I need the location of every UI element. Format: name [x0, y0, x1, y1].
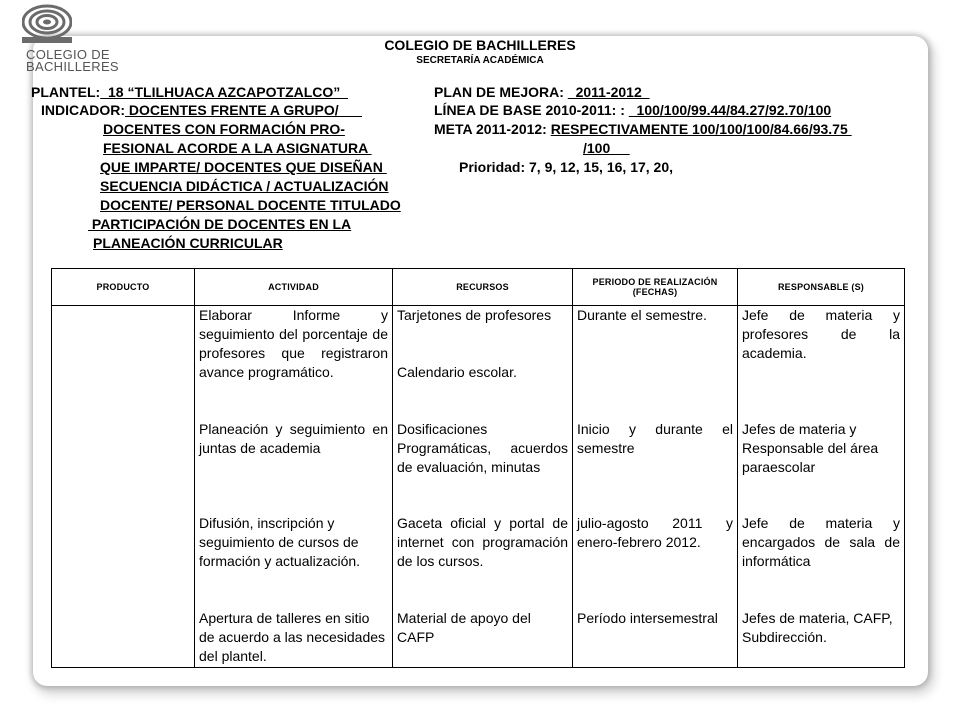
header-periodo: PERIODO DE REALIZACIÓN (FECHAS): [573, 269, 738, 306]
recursos-cell: [393, 306, 573, 668]
plan-label: PLAN DE MEJORA:: [434, 84, 564, 100]
plan-value: 2011-2012: [567, 84, 650, 100]
responsable-cell: [738, 306, 905, 668]
table-row: [52, 306, 905, 668]
indicador-line-1: [41, 102, 362, 118]
logo-text-line1: COLEGIO DE: [26, 47, 110, 62]
meta-value: RESPECTIVAMENTE 100/100/100/84.66/93.75: [550, 121, 852, 137]
header-producto: PRODUCTO: [52, 269, 195, 306]
plan-table: [51, 268, 905, 668]
periodo-cell: [573, 306, 738, 668]
header-responsable: RESPONSABLE (S): [738, 269, 905, 306]
plantel-label: PLANTEL:: [31, 84, 101, 100]
logo-text-line2: BACHILLERES: [26, 59, 119, 74]
actividad-item-2: Planeación y seguimiento en juntas de academia: [199, 421, 388, 456]
prioridad: Prioridad: 7, 9, 12, 15, 16, 17, 20,: [459, 159, 674, 175]
actividad-item-4: Apertura de talleres en sitio de acuerdo a las necesidades del plantel.: [199, 610, 386, 664]
indicador-text-7: PARTICIPACIÓN DE DOCENTES EN LA: [88, 216, 352, 232]
linea-base-value: 100/100/99.44/84.27/92.70/100: [628, 102, 832, 118]
recursos-item-1: Tarjetones de profesores: [397, 307, 552, 323]
department-name: SECRETARÍA ACADÉMICA: [416, 55, 544, 66]
indicador-text-4: QUE IMPARTE/ DOCENTES QUE DISEÑAN: [100, 159, 387, 175]
header-recursos: RECURSOS: [393, 269, 573, 306]
meta-line: [434, 121, 852, 137]
responsable-item-1: Jefe de materia y profesores de la academia.: [742, 307, 900, 361]
indicador-text-1: DOCENTES FRENTE A GRUPO/: [125, 102, 362, 118]
plantel-line: [31, 84, 348, 100]
actividad-item-1: Elaborar Informe y seguimiento del porcentaje de profesores que registraron avance programático.: [199, 307, 388, 380]
periodo-item-4: Período intersemestral: [577, 610, 718, 626]
periodo-item-2: Inicio y durante el semestre: [577, 421, 733, 456]
indicador-text-8: PLANEACIÓN CURRICULAR: [93, 235, 283, 251]
indicador-text-5: SECUENCIA DIDÁCTICA / ACTUALIZACIÓN: [100, 178, 389, 194]
header-actividad: ACTIVIDAD: [195, 269, 393, 306]
indicador-label: INDICADOR:: [41, 102, 125, 118]
responsable-item-4: Jefes de materia, CAFP, Subdirección.: [742, 610, 893, 645]
periodo-item-3: julio-agosto 2011 y enero-febrero 2012.: [577, 515, 733, 550]
meta-label: META 2011-2012:: [434, 121, 551, 137]
indicador-text-6: DOCENTE/ PERSONAL DOCENTE TITULADO: [100, 197, 401, 213]
linea-base-label: LÍNEA DE BASE 2010-2011: :: [434, 102, 629, 118]
actividad-item-3: Difusión, inscripción y seguimiento de cursos de formación y actualización.: [199, 515, 361, 569]
plantel-value: 18 “TLILHUACA AZCAPOTZALCO”: [100, 84, 349, 100]
plan-line: [434, 84, 650, 100]
responsable-item-2: Jefes de materia y Responsable del área paraescolar: [742, 421, 879, 475]
responsable-item-3: Jefe de materia y encargados de sala de informática: [742, 515, 900, 569]
recursos-item-4: Gaceta oficial y portal de internet con programación de los cursos.: [397, 515, 568, 569]
recursos-item-3: Dosificaciones Programáticas, acuerdos de evaluación, minutas: [397, 421, 568, 475]
indicador-text-3: FESIONAL ACORDE A LA ASIGNATURA: [103, 140, 372, 156]
actividad-cell: [195, 306, 393, 668]
meta-value-continued: /100: [583, 140, 630, 156]
school-name: COLEGIO DE BACHILLERES: [384, 37, 576, 53]
recursos-item-5: Material de apoyo del CAFP: [397, 610, 531, 645]
recursos-item-2: Calendario escolar.: [397, 364, 517, 380]
indicador-text-2: DOCENTES CON FORMACIÓN PRO-: [103, 121, 345, 137]
linea-base-line: [434, 102, 831, 118]
table-header-row: [52, 269, 905, 306]
periodo-item-1: Durante el semestre.: [577, 307, 707, 323]
producto-cell: [52, 306, 195, 668]
